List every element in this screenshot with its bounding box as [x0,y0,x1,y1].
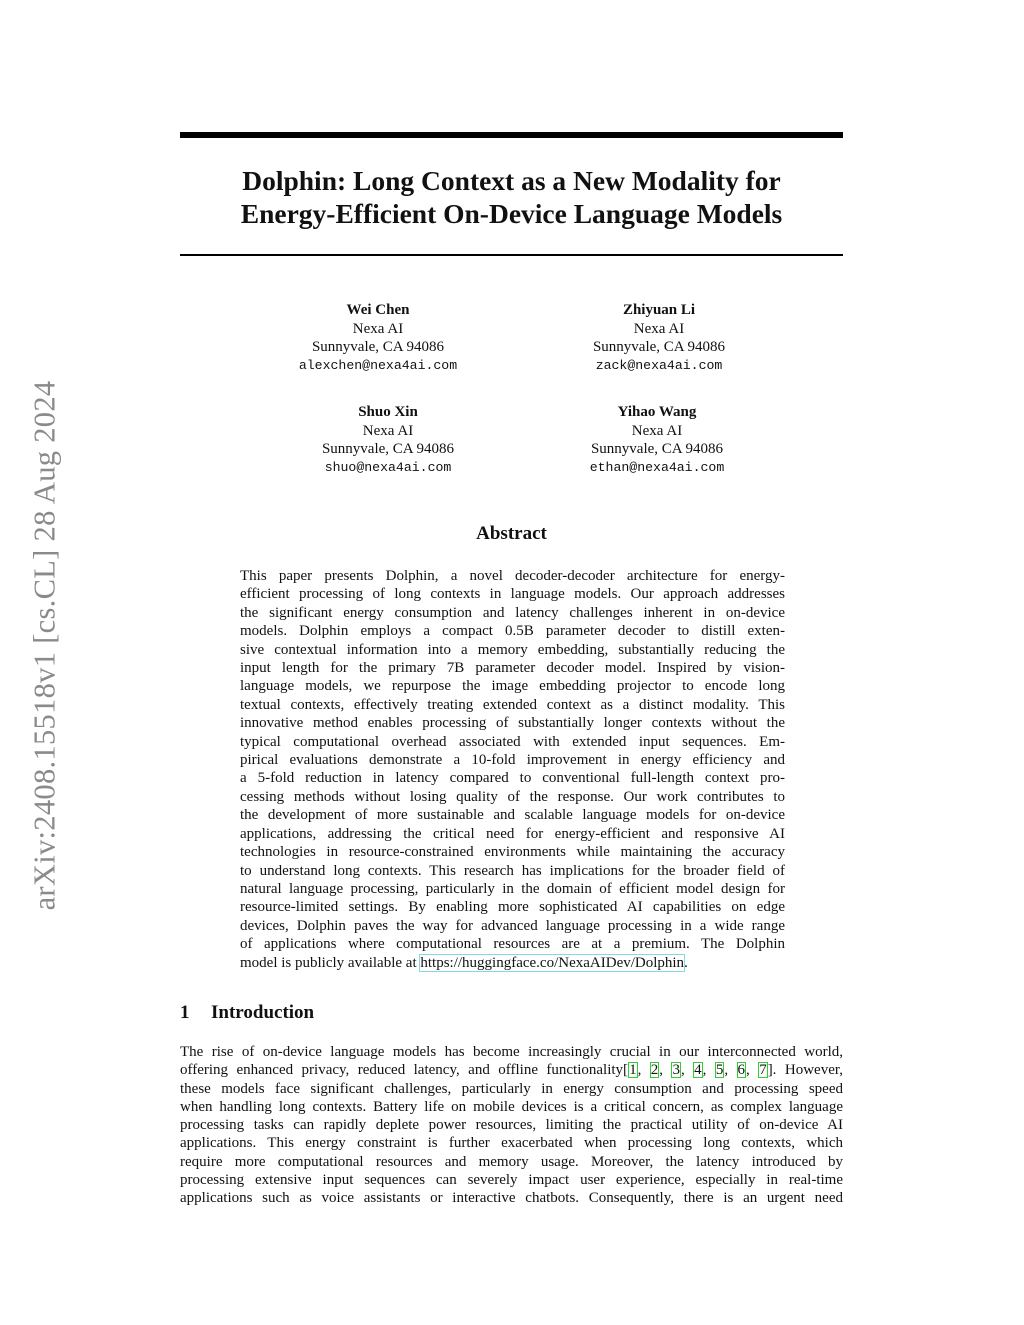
intro-line: when handling long contexts. Battery life on mobile devices is a critical concern, as complex language [180,1098,843,1115]
author-name: Wei Chen [346,302,410,318]
author-block-yihao-wang [527,403,787,477]
abstract-line: This paper presents Dolphin, a novel decoder-decoder architecture for energy- [240,568,785,584]
intro-line: applications such as voice assistants or interactive chatbots. Consequently, there is an urgent need [180,1190,843,1207]
abstract-line: typical computational overhead associated with extended input sequences. Em- [240,733,785,750]
abstract-text [240,567,785,972]
abstract-line: applications, addressing the critical need for energy-efficient and responsive AI [240,825,785,842]
author-block-zhiyuan-li [529,301,789,375]
abstract-line: innovative method enables processing of substantially longer contexts without the [240,715,785,732]
arxiv-identifier [28,345,62,945]
abstract-line: natural language processing, particularly in the domain of efficient model design for [240,880,785,897]
citation-link[interactable]: 7 [759,1062,767,1079]
abstract-line: the significant energy consumption and latency challenges inherent in on-device [240,604,785,621]
author-affiliation: Nexa AI [631,422,683,439]
abstract-line: devices, Dolphin paves the way for advanced language processing in a wide range [240,917,785,934]
intro-line-suffix: ]. However, [767,1062,843,1079]
intro-line: require more computational resources and memory usage. Moreover, the latency introduced by [180,1153,843,1170]
citation-link[interactable]: 5 [715,1062,724,1079]
section-heading-introduction [180,1002,314,1024]
author-email: alexchen@nexa4ai.com [298,357,458,373]
author-name: Zhiyuan Li [622,302,696,318]
abstract-line: pirical evaluations demonstrate a 10-fold improvement in energy efficiency and [240,752,785,769]
title-line: Energy-Efficient On-Device Language Models [240,198,783,229]
citation-link[interactable]: 2 [650,1062,659,1079]
intro-line: offering enhanced privacy, reduced latency, and offline functionality[1, 2, 3, 4, 5, 6, 7]. However, [180,1062,843,1079]
introduction-text [180,1043,843,1208]
title-line: Dolphin: Long Context as a New Modality for [242,165,781,196]
author-affiliation: Nexa AI [362,422,414,439]
author-location: Sunnyvale, CA 94086 [311,339,445,355]
author-location: Sunnyvale, CA 94086 [590,441,724,457]
abstract-heading: Abstract [476,523,547,544]
abstract-line: technologies in resource-constrained environments while maintaining the accuracy [240,844,785,861]
abstract-line: resource-limited settings. By enabling more sophisticated AI capabilities on edge [240,899,785,916]
intro-line: applications. This energy constraint is further exacerbated when processing long contexts, which [180,1135,843,1152]
author-name: Shuo Xin [358,404,418,420]
abstract-line [240,954,785,972]
intro-line: The rise of on-device language models has become increasingly crucial in our interconnected world, [180,1044,843,1060]
author-affiliation: Nexa AI [633,320,685,337]
section-title: Introduction [211,1002,315,1023]
abstract-line: sive contextual information into a memory embedding, substantially reducing the [240,641,785,658]
abstract-last-line-suffix: . [684,954,688,971]
author-email: shuo@nexa4ai.com [324,459,452,475]
abstract-line: the development of more sustainable and scalable language models for on-device [240,807,785,824]
section-number: 1 [180,1002,190,1023]
author-block-wei-chen [248,301,508,375]
citation-link[interactable]: 1 [629,1062,637,1079]
author-location: Sunnyvale, CA 94086 [321,441,455,457]
citation-link[interactable]: 3 [672,1062,680,1079]
author-affiliation: Nexa AI [352,320,404,337]
abstract-line: input length for the primary 7B parameter decoder model. Inspired by vision- [240,660,785,677]
author-location: Sunnyvale, CA 94086 [592,339,726,355]
intro-line-prefix: offering enhanced privacy, reduced latency, and offline functionality[ [180,1062,629,1079]
model-link[interactable]: https://huggingface.co/NexaAIDev/Dolphin [420,954,685,971]
intro-line: processing extensive input sequences can severely impact user experience, especially in real-time [180,1172,843,1189]
abstract-line: models. Dolphin employs a compact 0.5B parameter decoder to distill exten- [240,623,785,640]
title-bottom-rule [180,254,843,256]
citation-link[interactable]: 4 [694,1062,702,1079]
abstract-line: of applications where computational resources are at a premium. The Dolphin [240,936,785,953]
abstract-line: a 5-fold reduction in latency compared to conventional full-length context pro- [240,770,785,787]
intro-line: processing tasks can rapidly deplete power resources, limiting the practical utility of on-device AI [180,1117,843,1134]
author-block-shuo-xin [258,403,518,477]
abstract-line: cessing methods without losing quality of the response. Our work contributes to [240,788,785,805]
author-name: Yihao Wang [617,404,697,420]
abstract-last-line-prefix: model is publicly available at [240,954,421,971]
author-email: zack@nexa4ai.com [595,357,723,373]
abstract-line: to understand long contexts. This research has implications for the broader field of [240,862,785,879]
arxiv-identifier-text: arXiv:2408.15518v1 [cs.CL] 28 Aug 2024 [27,380,62,910]
citation-link[interactable]: 6 [737,1062,745,1079]
paper-title [180,164,843,230]
abstract-line: language models, we repurpose the image embedding projector to encode long [240,678,785,695]
intro-line: these models face significant challenges, particularly in energy consumption and processing speed [180,1080,843,1097]
abstract-line: efficient processing of long contexts in language models. Our approach addresses [240,586,785,603]
title-top-rule [180,132,843,138]
abstract-line: textual contexts, effectively treating extended context as a distinct modality. This [240,696,785,713]
author-email: ethan@nexa4ai.com [589,459,725,475]
